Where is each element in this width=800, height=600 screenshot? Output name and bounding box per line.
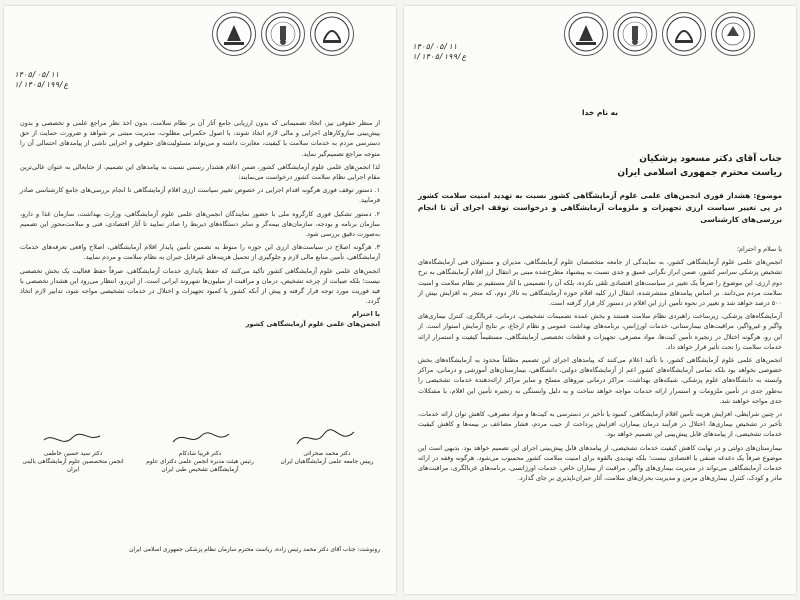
paragraph: بیمارستان‌های دولتی و در نهایت کاهش کیفیت خدمات تشخیصی، از پیامدهای قابل پیش‌بینی اجرای این تصمیم خواهد بود. بدیهی است این موضوع صرفاً یک دغدغه صنفی یا اقتصادی نیست؛ بلکه تهدیدی بالقوه برای امنیت سلامت کشور محسوب می‌شود. هرگونه وقفه در ارائه خدمات آزمایشگاهی می‌تواند در مدیریت بیماری‌های واگیر، مراقبت از بیماران خاص، خدمات اورژانسی، برنامه‌های غربالگری، مراقبت‌های مادر و کودک، کنترل بیماری‌های مزمن و مدیریت بحران‌های سلامت، آثار جبران‌ناپذیری بر جای گذارد. (418, 443, 782, 483)
signature-title: رییس جامعه علمی آزمایشگاهیان ایران (280, 459, 374, 465)
signature-name: دکتر فریبا شادکام (178, 451, 222, 457)
bismillah-heading: به نام خدا (581, 108, 619, 117)
letter-subject: موضوع: هشدار فوری انجمن‌های علمی علوم آزمایشگاهی کشور نسبت به تهدید امنیت سلامت کشور در پی تغییر سیاست ارزی تجهیزات و ملزومات آزمایشگاهی و درخواست توقف اجرای آن تا انجام بررسی‌های کارشناسی (418, 191, 782, 224)
icl-logo (310, 12, 354, 56)
cc-line: رونوشت: جناب آقای دکتر محمد رئیس زاده، ریاست محترم سازمان نظام پزشکی جمهوری اسلامی ایران (129, 547, 380, 553)
paragraph: ۱. دستور توقف فوری هرگونه اقدام اجرایی در خصوص تغییر سیاست ارزی اقلام آزمایشگاهی تا انجام بررسی‌های جامع کارشناسی صادر فرمایید. (20, 186, 380, 205)
paragraph: لذا انجمن‌های علمی علوم آزمایشگاهی کشور، ضمن اعلام هشدار رسمی نسبت به پیامدهای این تصمیم، از جنابعالی به عنوان عالی‌ترین مقام اجرایی نظام سلامت کشور درخواست می‌نمایند: (20, 162, 380, 182)
society-seal-icon (261, 12, 305, 56)
reference-date: ۱۴۰۵/۰۵/۱۱ (14, 70, 60, 79)
recipient-name: جناب آقای دکتر مسعود پزشکیان (639, 154, 782, 164)
letter-page-2 (4, 6, 396, 594)
signature-block (272, 426, 382, 474)
letter-body-page-1 (418, 244, 782, 486)
reference-date: ۱۴۰۵/۰۵/۱۱ (412, 42, 458, 51)
reference-block (412, 42, 466, 62)
signatures-row (18, 426, 382, 474)
paragraph: آزمایشگاه‌های پزشکی، زیرساخت راهبردی نظام سلامت هستند و بخش عمده تصمیمات تشخیصی، درمانی، غربالگری، کنترل بیماری‌های واگیر و غیرواگیر، مراقبت‌های بیمارستانی، خدمات اورژانس، برنامه‌های بهداشت عمومی و نظام ارجاع، بر نتایج آزمایش استوار است. از این رو، هرگونه اختلال در زنجیره تأمین کیت‌ها، مواد مصرفی، تجهیزات و قطعات تخصصی آزمایشگاهی، مستقیماً کیفیت و استمرار ارائه خدمات سلامت را تحت تأثیر قرار خواهد داد. (418, 312, 782, 351)
recipient-block (617, 152, 782, 180)
greeting: با سلام و احترام؛ (737, 245, 782, 253)
signature-scribble-icon (165, 426, 235, 450)
logos-row (212, 12, 354, 58)
signature-scribble-icon (292, 426, 362, 450)
letter-body-page-2 (20, 118, 380, 329)
society-seal-icon (613, 12, 657, 56)
logos-row (564, 12, 755, 58)
isacl-logo (212, 12, 256, 56)
paragraph: انجمن‌های علمی علوم آزمایشگاهی کشور، با تأکید اعلام می‌کنند که پیامدهای اجرای این تصمیم مطلقاً محدود به آزمایشگاه‌های بخش خصوصی نخواهد بود بلکه تمامی آزمایشگاه‌های کشور اعم از آزمایشگاه‌های دولتی، دانشگاهی، بیمارستان‌های آموزشی و درمانی، مراکز وابسته به دانشگاه‌های علوم پزشکی، شبکه‌های بهداشت، مراکز درمانی نیروهای مسلح و سایر مراکز ارائه‌دهنده خدمات تشخیصی را به‌طور جدی در تأمین ملزومات و استمرار ارائه خدمات مواجه خواهد ساخت و به دلیل وابستگی به زنجیره تأمین این اقلام، با مشکلات جدی مواجه خواهند شد. (418, 356, 782, 405)
isacl-logo (564, 12, 608, 56)
closing-signatory: انجمن‌های علمی علوم آزمایشگاهی کشور (245, 320, 380, 329)
signature-name: دکتر سید حسین خاطمی (43, 451, 103, 457)
letter-page-1 (404, 6, 796, 594)
paragraph: انجمن‌های علمی علوم آزمایشگاهی کشور، به نمایندگی از جامعه متخصصان علوم آزمایشگاهی، مدیران و مسئولان فنی آزمایشگاه‌های تشخیص پزشکی سراسر کشور، ضمن ابراز نگرانی عمیق و جدی نسبت به پیشنهاد مطرح‌شده مبنی بر انتقال ارز اقلام آزمایشگاهی به نرخ دوم ارزی، این موضوع را صرفاً یک تغییر در سیاست‌های اقتصادی تلقی نکرده، بلکه آن را تصمیمی با آثار مستقیم بر نظام سلامت و امنیت سلامت مردم می‌دانند. بر اساس پیامدهای منتشرشده، انتقال ارز کلیه اقلام حوزه آزمایشگاهی به تالار دوم، که منجر به افزایش بیش از ۵۰۰ درصد خواهد شد و تغییر در نحوه تأمین ارز این اقلام در دستور کار قرار گرفته است. (418, 258, 782, 308)
signature-block (18, 426, 128, 474)
signature-name: دکتر محمد صحرائی (303, 451, 351, 457)
paragraph: از منظر حقوقی نیز، اتخاذ تصمیماتی که بدون ارزیابی جامع آثار آن بر نظام سلامت، بدون اخذ نظر مراجع علمی و تخصصی و بدون پیش‌بینی سازوکارهای اجرایی و مالی لازم اتخاذ شوند، با اصول حکمرانی مطلوب، مدیریت مبتنی بر شواهد و ضرورت حمایت از حق دسترسی مردم به خدمات سلامت با کیفیت، مغایرت داشته و می‌تواند مسئولیت‌های حقوقی و اجرایی ناشی از پیامدهای احتمالی آن را متوجه مراجع تصمیم‌گیر نماید. (20, 119, 380, 158)
signature-title: رئیس هیئت مدیره انجمن علمی دکترای علوم آزمایشگاهی تشخیص طبی ایران (146, 459, 254, 473)
reference-code: ۱/ع/۱۴۰۵/۱۹۹ (14, 80, 69, 89)
paragraph: در چنین شرایطی، افزایش هزینه تأمین اقلام آزمایشگاهی، کمبود یا تأخیر در دسترسی به کیت‌ها و مواد مصرفی، کاهش توان ارائه خدمات، تأخیر در تشخیص بیماری‌ها، اختلال در فرآیند درمان بیماران، افزایش پرداخت از جیب مردم، فشار مضاعف بر بیمه‌ها و کاهش کیفیت خدمات تشخیصی، از پیامدهای قابل پیش‌بینی این تصمیم خواهد بود. (418, 410, 782, 439)
society-seal-icon (711, 12, 755, 56)
reference-block (14, 70, 68, 90)
closing-regards: با احترام (351, 310, 380, 319)
paragraph: ۳. هرگونه اصلاح در سیاست‌های ارزی این حوزه را منوط به تضمین تأمین پایدار اقلام آزمایشگاهی، اصلاح واقعی تعرفه‌های خدمات آزمایشگاهی، تأمین منابع مالی لازم و جلوگیری از تحمیل هزینه‌های غیرقابل جبران به نظام سلامت و مردم نمایید. (20, 243, 380, 262)
recipient-title: ریاست محترم جمهوری اسلامی ایران (617, 168, 782, 178)
icl-logo (662, 12, 706, 56)
signature-block (145, 426, 255, 474)
signature-title: انجمن متخصصین علوم آزمایشگاهی بالینی ایران (22, 459, 124, 473)
paragraph: ۲. دستور تشکیل فوری کارگروه ملی با حضور نمایندگان انجمن‌های علمی علوم آزمایشگاهی، وزارت بهداشت، سازمان غذا و دارو، سازمان برنامه و بودجه، سازمان‌های بیمه‌گر و سایر دستگاه‌های ذیربط را صادر نمایید تا آثار اقتصادی، فنی و سلامت‌محور این تصمیم به‌صورت دقیق بررسی شود. (20, 209, 380, 239)
paragraph: انجمن‌های علمی علوم آزمایشگاهی کشور تأکید می‌کنند که حفظ پایداری خدمات آزمایشگاهی، صرفاً حفظ فعالیت یک بخش تخصصی نیست؛ بلکه صیانت از چرخه تشخیص، درمان و مراقبت از میلیون‌ها شهروند ایرانی است. از این‌رو، انتظار می‌رود این هشدار تخصصی با قید فوریت مورد توجه قرار گرفته و پیش از آنکه کشور با کمبود تجهیزات و اختلال در خدمات تشخیصی مواجه شود، تدابیر لازم اتخاذ گردد. (20, 266, 380, 306)
reference-code: ۱/ع/۱۴۰۵/۱۹۹ (412, 52, 467, 61)
signature-scribble-icon (38, 426, 108, 450)
